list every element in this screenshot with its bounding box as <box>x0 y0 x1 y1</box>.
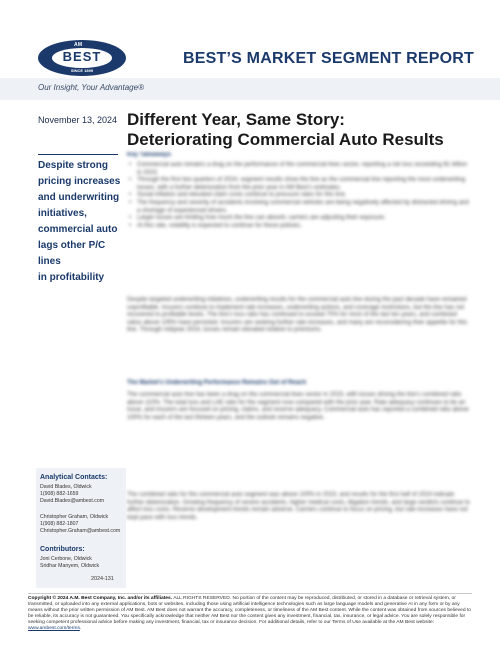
contact-email-link[interactable]: Christopher.Graham@ambest.com <box>40 528 121 534</box>
contact-phone: 1(908) 882-1807 <box>40 521 79 527</box>
summary-line: pricing increases <box>38 176 121 187</box>
report-header <box>0 0 500 80</box>
article-title <box>127 110 477 150</box>
contributors-heading: Contributors: <box>40 546 85 553</box>
sidebar-summary <box>38 158 122 286</box>
analytical-contacts-heading: Analytical Contacts: <box>40 474 108 481</box>
contributor-name: Sridhar Manyem, Oldwick <box>40 563 100 569</box>
logo-am-text: AM <box>74 42 83 48</box>
body-paragraph: Despite targeted underwriting initiatives, underwriting results for the commercial auto line during the past decade have remained unprofitable. Insurers continue to implement rate increases, underwriting actions, and coverage restrictions, but the line has not recovered to profitable levels. The line’s loss ratio has continued to exceed 70% for most of the last ten years, and combined ratios above 105% have persisted. Insurers are seeking further rate increases, and many are reconsidering their appetite for this line. Through midyear 2024, losses remain elevated relative to premiums. <box>127 297 468 334</box>
takeaway-bullet: • Social inflation and elevated claim costs continue to pressure rates for this line. <box>127 192 473 200</box>
contact-name: Christopher Graham, Oldwick <box>40 514 109 520</box>
tagline: Our Insight, Your Advantage® <box>38 83 144 92</box>
body-paragraph: The commercial auto line has been a drag on the commercial lines sector in 2023, with losses driving the line’s combined ratio above 110%. The total loss and LAE ratio for the segment rose compared with the prior year. Rate adequacy continues to be an issue, and insurers are focused on pricing, claims, and reserve adequacy. Commercial auto has reported a combined ratio above 100% for each of the last thirteen years, and the outlook remains negative. <box>127 392 469 421</box>
takeaway-bullet: • At this rate, volatility is expected to continue for these policies. <box>127 223 473 231</box>
takeaway-bullet: • Through the first two quarters of 2024, segment results show the line as the commercial line reporting the most underwriting losses, with a further deterioration from the prior year in AM Best’s estimates. <box>127 177 473 192</box>
copyright-notice: Copyright © 2024 A.M. Best Company, Inc. and/or its affiliates. <box>28 596 173 601</box>
article-title-line-1: Different Year, Same Story: <box>127 110 345 129</box>
contact-phone: 1(908) 882-1659 <box>40 491 79 497</box>
footer-divider <box>28 593 472 594</box>
takeaway-bullet: • Commercial auto remains a drag on the performance of the commercial lines sector, reporting a net loss exceeding $1 billion in 2023. <box>127 162 473 177</box>
copyright-footer <box>28 596 472 632</box>
summary-line: lags other P/C lines <box>38 240 106 267</box>
summary-line: Despite strong <box>38 160 109 171</box>
key-takeaways-heading: Key Takeaways <box>127 152 171 158</box>
takeaway-bullet: • The frequency and severity of accidents involving commercial vehicles are being negatively affected by distracted driving and a shortage of experienced drivers. <box>127 200 473 215</box>
logo-since-text: SINCE 1899 <box>70 68 94 73</box>
report-series-title: BEST’S MARKET SEGMENT REPORT <box>183 50 474 67</box>
summary-line: commercial auto <box>38 224 118 235</box>
contributor-name: Joni Cerbone, Oldwick <box>40 556 92 562</box>
section-heading: The Market’s Underwriting Performance Remains Out of Reach <box>127 380 307 386</box>
document-id: 2024-131 <box>91 576 114 582</box>
sidebar-divider <box>38 154 118 155</box>
publication-date: November 13, 2024 <box>38 115 118 125</box>
summary-line: in profitability <box>38 272 105 283</box>
article-title-line-2: Deteriorating Commercial Auto Results <box>127 130 444 149</box>
summary-line: and underwriting <box>38 192 120 203</box>
contact-name: David Blades, Oldwick <box>40 484 92 490</box>
logo-best-text: BEST <box>62 49 102 64</box>
takeaway-bullet: • Larger losses are limiting how much the line can absorb; carriers are adjusting their exposure. <box>127 215 473 223</box>
am-best-logo[interactable] <box>38 40 126 76</box>
footer-end: . <box>79 626 82 631</box>
contact-email-link[interactable]: David.Blades@ambest.com <box>40 498 105 504</box>
terms-link[interactable]: www.ambest.com/terms <box>28 626 80 631</box>
rights-text: ALL RIGHTS RESERVED. No portion of the content may be reproduced, distributed, or stored in a database or retrieval system, or transmitted, or uploaded into any external applications, bots or websites, including those using artificial intelligence technologies such as large language models and generative AI in any form or by any means without the prior written permission of AM Best. AM Best does not warrant the accuracy, completeness, or timeliness of the AM Best content. While the content was obtained from sources believed to be reliable, its accuracy is not guaranteed. You specifically acknowledge that neither AM Best nor the content gives any investment, financial, tax, insurance, or legal advice. You are solely responsible for seeking competent professional advice before making any investment, financial, tax or insurance decision. For additional details, refer to our Terms of Use available at the AM Best website: <box>28 596 471 625</box>
body-paragraph: The combined ratio for the commercial auto segment was above 100% in 2023, and results for the first half of 2024 indicate further deterioration. Growing frequency of severe accidents, higher medical costs, litigation trends, and large verdicts continue to affect loss costs. Reserve development trends remain adverse. Carriers continue to focus on pricing, but rate increases have not kept pace with loss trends. <box>127 492 470 521</box>
summary-line: initiatives, <box>38 208 87 219</box>
key-takeaways-list <box>127 162 473 230</box>
